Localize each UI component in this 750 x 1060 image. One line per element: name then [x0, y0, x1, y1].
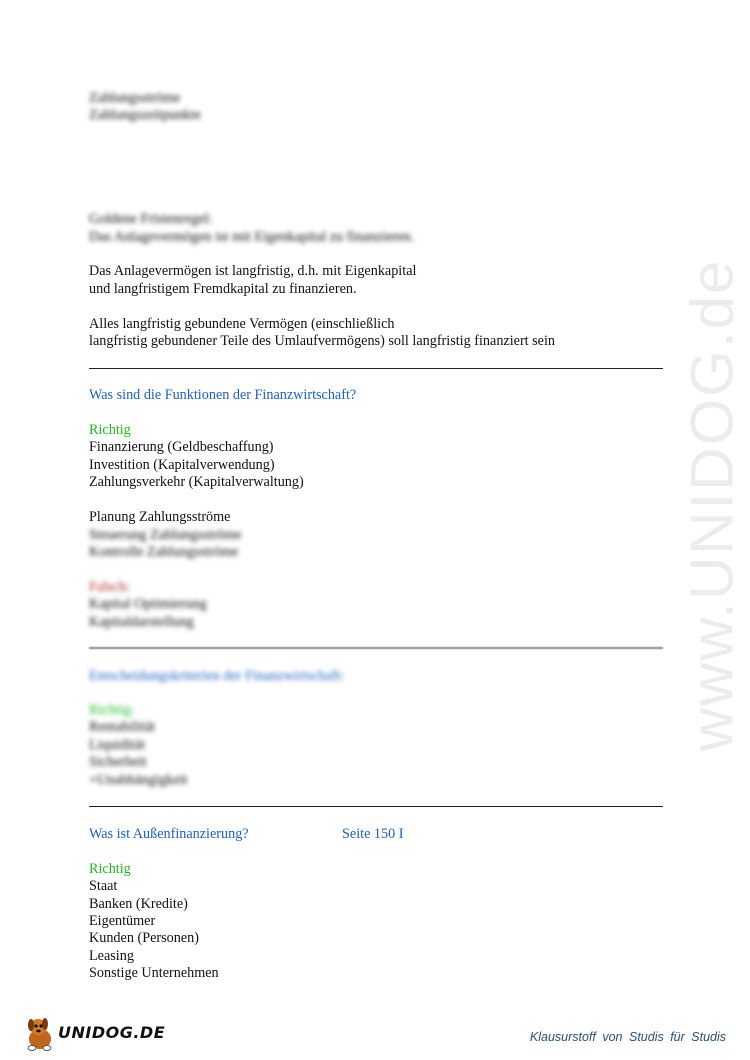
answer-item: Planung Zahlungsströme — [89, 509, 231, 525]
answer-item: Rentabilität — [89, 719, 156, 735]
answer-item: Banken (Kredite) — [89, 896, 188, 912]
answer-item: +Unabhängigkeit — [89, 772, 188, 788]
answer-item: Investition (Kapitalverwendung) — [89, 457, 275, 473]
dog-mascot-icon — [22, 1013, 58, 1053]
answer-item: Eigentümer — [89, 913, 156, 929]
question-title: Entscheidungskriterien der Finanzwirtschaft: — [89, 668, 345, 684]
correct-label: Richtig — [89, 861, 131, 877]
answer-item: Zahlungsverkehr (Kapitalverwaltung) — [89, 474, 304, 490]
unidog-logo[interactable] — [22, 1013, 166, 1053]
footer-tagline: Klausurstoff von Studis für Studis — [529, 1030, 726, 1044]
blurred-answer-item: Steuerung Zahlungsströme — [89, 527, 242, 543]
answer-item: Liquidität — [89, 737, 145, 753]
paragraph-line: langfristig gebundener Teile des Umlaufvermögens) soll langfristig finanziert sein — [89, 333, 556, 349]
blurred-rule-title: Goldene Fristenregel: — [89, 211, 213, 227]
answer-item: Kunden (Personen) — [89, 930, 199, 946]
page-reference: Seite 150 I — [342, 826, 404, 842]
blurred-answer-item: Kontrolle Zahlungsströme — [89, 544, 239, 560]
logo-text: UNIDOG.DE — [58, 1023, 166, 1042]
wrong-item: Kapitaldarstellung — [89, 614, 194, 630]
wrong-label: Falsch: — [89, 579, 130, 595]
wrong-item: Kapital Optimierung — [89, 596, 207, 612]
paragraph-line: Das Anlagevermögen ist langfristig, d.h. mit Eigenkapital — [89, 263, 417, 279]
paragraph-line: Alles langfristig gebundene Vermögen (einschließlich — [89, 316, 395, 332]
answer-item: Leasing — [89, 948, 134, 964]
correct-label: Richtig: — [89, 702, 135, 718]
blurred-line: Zahlungszeitpunkte — [89, 107, 201, 123]
divider — [89, 806, 663, 807]
answer-item: Sicherheit — [89, 754, 147, 770]
correct-label: Richtig — [89, 422, 131, 438]
divider — [89, 647, 663, 649]
divider — [89, 368, 663, 369]
paragraph-line: und langfristigem Fremdkapital zu finanzieren. — [89, 281, 357, 297]
answer-item: Finanzierung (Geldbeschaffung) — [89, 439, 274, 455]
answer-item: Staat — [89, 878, 118, 894]
blurred-line: Zahlungsströme — [89, 90, 181, 106]
blurred-rule-text: Das Anlagevermögen ist mit Eigenkapital zu finanzieren. — [89, 229, 415, 245]
watermark: www.UNIDOG.de — [678, 258, 746, 752]
question-title: Was ist Außenfinanzierung? — [89, 826, 249, 842]
answer-item: Sonstige Unternehmen — [89, 965, 219, 981]
question-title: Was sind die Funktionen der Finanzwirtschaft? — [89, 387, 357, 403]
